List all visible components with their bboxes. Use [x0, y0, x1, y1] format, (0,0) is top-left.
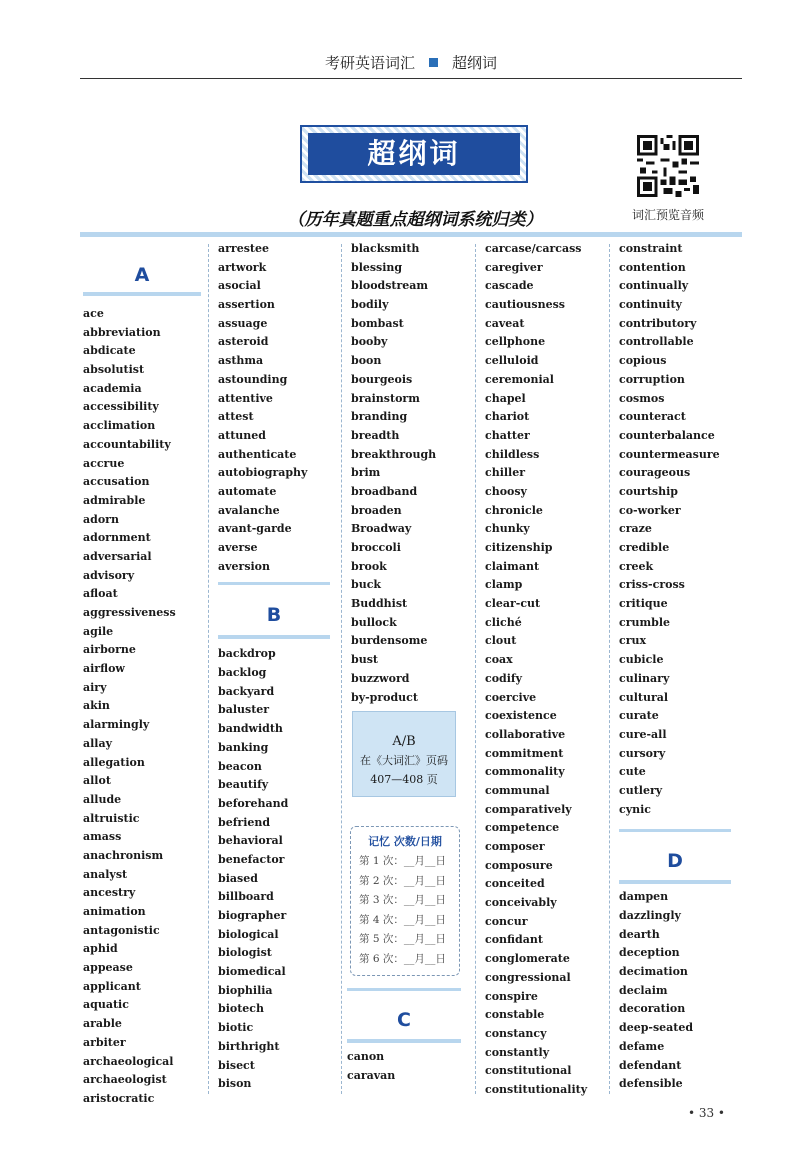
- word-entry: adversarial: [83, 549, 152, 563]
- word-entry: declaim: [619, 983, 668, 997]
- word-entry: carcase/carcass: [485, 242, 582, 255]
- word-list-c: [347, 1048, 467, 1085]
- word-entry: citizenship: [485, 541, 553, 554]
- word-entry: biographer: [218, 909, 287, 922]
- word-entry: breadth: [351, 428, 400, 442]
- letter-heading-c: C: [397, 1009, 411, 1031]
- section-divider: [218, 582, 330, 585]
- word-entry: communal: [485, 783, 550, 797]
- word-entry: canon: [347, 1050, 385, 1063]
- word-entry: beacon: [218, 759, 262, 773]
- word-entry: composure: [485, 858, 553, 872]
- word-entry: commonality: [485, 765, 565, 779]
- qr-caption: 词汇预览音频: [631, 208, 704, 222]
- word-entry: broadband: [351, 484, 418, 498]
- word-entry: clear-cut: [485, 597, 541, 611]
- word-entry: birthright: [218, 1039, 280, 1053]
- word-entry: arbiter: [83, 1035, 126, 1049]
- word-entry: controllable: [619, 335, 694, 349]
- section-banner: 超纲词: [308, 133, 520, 175]
- word-entry: cultural: [619, 690, 669, 704]
- word-entry: cellphone: [485, 335, 546, 349]
- column-divider: [475, 244, 476, 1094]
- word-entry: attentive: [218, 391, 273, 405]
- word-entry: biotic: [218, 1021, 254, 1035]
- word-entry: creek: [619, 559, 654, 573]
- word-entry: blessing: [351, 260, 403, 274]
- word-entry: chapel: [485, 391, 526, 405]
- word-entry: conceited: [485, 877, 545, 891]
- word-entry: counterbalance: [619, 428, 715, 442]
- word-entry: conceivably: [485, 896, 557, 910]
- word-entry: accrue: [83, 456, 125, 470]
- word-entry: asteroid: [218, 335, 269, 349]
- word-entry: arrestee: [218, 242, 269, 255]
- word-entry: accessibility: [83, 400, 159, 414]
- word-entry: archaeological: [83, 1054, 174, 1068]
- word-entry: anachronism: [83, 848, 164, 862]
- word-entry: aphid: [83, 942, 118, 956]
- word-entry: Broadway: [351, 522, 412, 536]
- word-entry: aggressiveness: [83, 606, 176, 619]
- word-entry: attuned: [218, 428, 266, 442]
- word-entry: codify: [485, 671, 523, 685]
- word-entry: astounding: [218, 372, 288, 386]
- letter-heading-b: B: [266, 604, 282, 627]
- word-entry: comparatively: [485, 802, 572, 816]
- word-entry: adornment: [83, 531, 151, 545]
- word-entry: asocial: [218, 279, 261, 293]
- word-entry: defendant: [619, 1058, 682, 1072]
- word-entry: absolutist: [83, 363, 145, 377]
- word-entry: constitutional: [485, 1064, 572, 1078]
- word-entry: advisory: [83, 568, 135, 582]
- word-entry: beforehand: [218, 796, 289, 810]
- word-entry: constancy: [485, 1026, 547, 1040]
- word-entry: altruistic: [83, 811, 140, 825]
- letter-underline: [218, 635, 330, 639]
- word-entry: biological: [218, 927, 279, 941]
- word-entry: brim: [351, 466, 381, 480]
- word-entry: bisect: [218, 1058, 255, 1072]
- word-entry: allay: [83, 736, 113, 750]
- header-section-title: 超纲词: [452, 54, 498, 72]
- column-divider: [609, 244, 610, 1094]
- word-list-a-continued: [218, 240, 338, 576]
- word-entry: aquatic: [83, 998, 129, 1012]
- letter-underline: [619, 880, 731, 884]
- word-entry: biased: [218, 871, 258, 885]
- word-entry: bloodstream: [351, 279, 429, 293]
- word-entry: avalanche: [218, 503, 280, 517]
- word-entry: burdensome: [351, 634, 428, 648]
- word-entry: cosmos: [619, 391, 665, 405]
- word-entry: constraint: [619, 242, 683, 255]
- word-list-b-continued: [351, 240, 471, 707]
- word-entry: competence: [485, 821, 560, 835]
- word-entry: breakthrough: [351, 447, 437, 461]
- word-entry: appease: [83, 961, 133, 975]
- page-ref-line: 在《大词汇》页码: [360, 754, 448, 767]
- word-entry: courtship: [619, 484, 678, 498]
- word-entry: allegation: [83, 755, 145, 769]
- memory-log-row: 第 6 次：__月__日: [359, 952, 446, 965]
- section-divider: [347, 988, 461, 991]
- word-entry: autobiography: [218, 466, 308, 480]
- word-entry: artwork: [218, 260, 267, 274]
- page-number: • 33 •: [687, 1106, 725, 1120]
- word-entry: continuity: [619, 298, 682, 312]
- word-entry: airy: [83, 680, 107, 694]
- word-entry: clout: [485, 634, 517, 648]
- word-entry: continually: [619, 279, 689, 293]
- word-entry: booby: [351, 335, 388, 349]
- word-entry: automate: [218, 484, 277, 498]
- word-entry: dazzlingly: [619, 909, 681, 922]
- word-entry: defame: [619, 1039, 665, 1053]
- word-entry: copious: [619, 354, 667, 368]
- word-entry: brainstorm: [351, 391, 420, 405]
- word-entry: corruption: [619, 372, 685, 386]
- qr-code-icon[interactable]: [637, 135, 699, 197]
- word-entry: antagonistic: [83, 923, 160, 937]
- memory-log-row: 第 3 次：__月__日: [359, 894, 446, 906]
- word-entry: aristocratic: [83, 1091, 155, 1105]
- word-entry: biologist: [218, 946, 272, 960]
- word-entry: concur: [485, 914, 528, 928]
- word-entry: countermeasure: [619, 447, 720, 461]
- word-entry: commitment: [485, 746, 564, 760]
- word-entry: constitutionality: [485, 1082, 588, 1096]
- word-entry: behavioral: [218, 834, 283, 848]
- word-entry: conspire: [485, 989, 538, 1003]
- word-entry: avant-garde: [218, 522, 292, 536]
- letter-underline: [83, 292, 201, 296]
- word-entry: banking: [218, 740, 269, 754]
- section-divider: [619, 829, 731, 832]
- memory-log-box: [350, 826, 460, 976]
- square-bullet-icon: [429, 58, 438, 67]
- word-entry: congressional: [485, 970, 571, 984]
- word-entry: applicant: [83, 979, 141, 993]
- top-divider-bar: [80, 232, 742, 237]
- word-entry: baluster: [218, 703, 270, 717]
- letter-heading-d: D: [667, 850, 683, 873]
- word-entry: attest: [218, 410, 254, 424]
- word-list-c-continued: [485, 240, 605, 1100]
- word-entry: buck: [351, 578, 382, 592]
- word-entry: bullock: [351, 615, 397, 629]
- word-entry: accusation: [83, 475, 150, 489]
- word-entry: bourgeois: [351, 372, 413, 386]
- word-entry: crux: [619, 634, 647, 648]
- word-entry: akin: [83, 699, 110, 713]
- word-entry: cute: [619, 765, 646, 779]
- word-entry: credible: [619, 541, 670, 554]
- word-entry: backlog: [218, 666, 267, 680]
- word-entry: chiller: [485, 466, 526, 480]
- word-entry: caregiver: [485, 260, 543, 274]
- word-entry: defensible: [619, 1077, 683, 1091]
- word-entry: broccoli: [351, 541, 401, 554]
- word-entry: cubicle: [619, 653, 664, 667]
- column-divider: [208, 244, 209, 1094]
- word-entry: counteract: [619, 410, 686, 424]
- word-entry: befriend: [218, 815, 271, 829]
- word-entry: collaborative: [485, 727, 566, 741]
- word-entry: curate: [619, 709, 659, 723]
- word-entry: afloat: [83, 587, 118, 601]
- word-entry: allot: [83, 774, 111, 788]
- word-entry: accountability: [83, 437, 171, 451]
- word-entry: admirable: [83, 493, 146, 507]
- word-entry: criss-cross: [619, 578, 685, 592]
- word-entry: childless: [485, 447, 540, 461]
- word-entry: coexistence: [485, 709, 557, 723]
- word-entry: animation: [83, 905, 146, 918]
- word-entry: deep-seated: [619, 1021, 694, 1035]
- word-entry: contributory: [619, 316, 697, 330]
- word-entry: bombast: [351, 316, 404, 330]
- page-ref-letters: A/B: [392, 734, 416, 749]
- word-entry: ace: [83, 307, 104, 320]
- word-entry: broaden: [351, 503, 402, 517]
- word-entry: ceremonial: [485, 372, 554, 386]
- word-entry: agile: [83, 624, 114, 638]
- word-entry: cursory: [619, 746, 666, 760]
- word-entry: decimation: [619, 965, 688, 979]
- word-entry: bison: [218, 1077, 252, 1091]
- word-entry: chatter: [485, 428, 530, 442]
- word-entry: abbreviation: [83, 325, 161, 339]
- word-entry: chariot: [485, 410, 530, 424]
- word-entry: courageous: [619, 466, 691, 480]
- dictionary-page-reference: [352, 711, 456, 797]
- word-entry: billboard: [218, 890, 274, 904]
- word-entry: crumble: [619, 615, 670, 629]
- word-entry: caravan: [347, 1068, 396, 1082]
- word-entry: asthma: [218, 354, 264, 368]
- word-entry: coax: [485, 653, 513, 667]
- word-entry: backdrop: [218, 647, 276, 661]
- word-entry: constable: [485, 1008, 545, 1022]
- word-entry: chunky: [485, 522, 530, 536]
- word-entry: allude: [83, 792, 122, 806]
- word-entry: brook: [351, 559, 387, 573]
- word-entry: coercive: [485, 690, 537, 704]
- word-entry: caveat: [485, 316, 525, 330]
- word-entry: cynic: [619, 802, 651, 816]
- word-entry: aversion: [218, 559, 271, 573]
- word-entry: ancestry: [83, 886, 136, 900]
- word-entry: academia: [83, 381, 142, 395]
- word-entry: culinary: [619, 671, 670, 685]
- word-list-c-end: [619, 240, 739, 819]
- word-entry: decoration: [619, 1002, 686, 1016]
- column-1: [83, 240, 201, 1109]
- word-entry: celluloid: [485, 354, 539, 368]
- memory-log-row: 第 5 次：__月__日: [359, 933, 446, 945]
- word-entry: bust: [351, 653, 378, 667]
- letter-heading-a: A: [134, 264, 150, 286]
- word-entry: co-worker: [619, 503, 681, 517]
- word-entry: confidant: [485, 933, 543, 947]
- word-entry: claimant: [485, 559, 540, 573]
- word-entry: deception: [619, 946, 680, 960]
- column-4: [485, 240, 605, 1100]
- word-entry: boon: [351, 354, 382, 368]
- column-2: [218, 240, 338, 1094]
- word-entry: authenticate: [218, 447, 297, 461]
- page-ref-pages: 407—408 页: [370, 773, 438, 786]
- word-entry: cure-all: [619, 727, 667, 741]
- word-entry: alarmingly: [83, 718, 150, 732]
- word-entry: bandwidth: [218, 722, 283, 736]
- word-entry: airflow: [83, 662, 125, 676]
- section-subtitle: （历年真题重点超纲词系统归类）: [287, 210, 543, 230]
- header-book-title: 考研英语词汇: [324, 54, 415, 72]
- word-entry: cautiousness: [485, 298, 565, 312]
- column-divider: [341, 244, 342, 1094]
- word-entry: acclimation: [83, 419, 156, 433]
- word-entry: contention: [619, 260, 686, 274]
- word-entry: buzzword: [351, 671, 410, 685]
- letter-underline: [347, 1039, 461, 1043]
- word-entry: adorn: [83, 512, 119, 526]
- word-entry: benefactor: [218, 852, 285, 866]
- column-3-c-section: [347, 988, 467, 1085]
- word-entry: critique: [619, 597, 668, 611]
- word-entry: constantly: [485, 1045, 550, 1059]
- memory-log-row: 第 1 次：__月__日: [359, 855, 446, 867]
- word-entry: biophilia: [218, 983, 273, 997]
- memory-log-title: 记忆 次数/日期: [368, 835, 442, 848]
- word-entry: biotech: [218, 1002, 264, 1016]
- word-entry: bodily: [351, 298, 389, 312]
- word-list-a: [83, 305, 201, 1109]
- word-list-b: [218, 645, 338, 1094]
- word-entry: arable: [83, 1017, 122, 1031]
- word-entry: Buddhist: [351, 597, 408, 611]
- word-entry: composer: [485, 840, 545, 853]
- word-entry: dampen: [619, 890, 669, 904]
- word-entry: chronicle: [485, 503, 543, 517]
- memory-log-rows: [359, 852, 451, 969]
- column-3: [351, 240, 471, 707]
- word-entry: averse: [218, 541, 258, 554]
- section-banner-frame: [300, 125, 528, 183]
- word-entry: beautify: [218, 778, 269, 792]
- word-entry: analyst: [83, 867, 128, 881]
- word-entry: cliché: [485, 615, 522, 629]
- word-list-d: [619, 888, 739, 1094]
- memory-log-row: 第 2 次：__月__日: [359, 874, 446, 887]
- word-entry: assertion: [218, 298, 275, 312]
- word-entry: amass: [83, 830, 122, 844]
- word-entry: airborne: [83, 643, 136, 657]
- word-entry: cutlery: [619, 783, 663, 797]
- word-entry: choosy: [485, 484, 527, 498]
- word-entry: branding: [351, 410, 408, 424]
- column-5: [619, 240, 739, 1094]
- memory-log-row: 第 4 次：__月__日: [359, 913, 446, 926]
- word-entry: cascade: [485, 279, 534, 293]
- word-entry: blacksmith: [351, 242, 420, 255]
- word-entry: assuage: [218, 316, 268, 330]
- word-entry: abdicate: [83, 344, 136, 358]
- word-entry: clamp: [485, 578, 523, 592]
- word-entry: by-product: [351, 690, 418, 704]
- word-entry: conglomerate: [485, 952, 570, 966]
- word-entry: biomedical: [218, 965, 286, 979]
- running-header: [80, 52, 742, 79]
- word-entry: craze: [619, 522, 652, 536]
- word-entry: dearth: [619, 927, 660, 941]
- word-entry: archaeologist: [83, 1073, 167, 1087]
- word-entry: backyard: [218, 684, 275, 698]
